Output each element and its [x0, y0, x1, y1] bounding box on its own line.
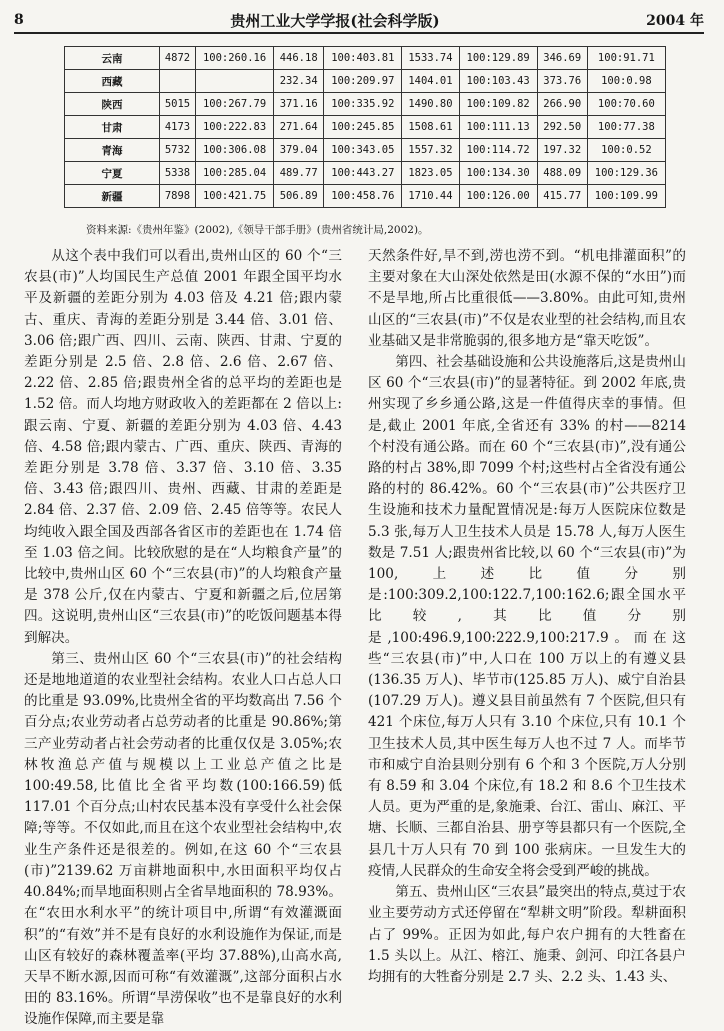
journal-title: 贵州工业大学学报(社会科学版)	[230, 11, 440, 30]
table-cell: 100:403.81	[324, 47, 402, 70]
left-column	[24, 246, 342, 1028]
table-cell: 100:245.85	[324, 116, 402, 139]
table-row	[65, 93, 666, 116]
table-cell: 100:0.98	[587, 70, 665, 93]
table-cell: 100:260.16	[195, 47, 273, 70]
table-cell: 1557.32	[402, 139, 459, 162]
paragraph: 第五、贵州山区“三农县”最突出的特点,莫过于农业主要劳动方式还停留在“犁耕文明”阶段。犁耕面积占了 99%。正因为如此,每户农户拥有的大牲畜在 1.5 头以上。从江、榕江、施秉、剑河、印江各县户均拥有的大牲畜分别是 2.7 头、2.2 头、1.43 头、	[368, 884, 686, 985]
province-cell: 甘肃	[65, 116, 160, 139]
table-cell: 100:109.82	[459, 93, 537, 116]
table-cell: 232.34	[274, 70, 324, 93]
table-cell: 1533.74	[402, 47, 459, 70]
table-cell: 100:114.72	[459, 139, 537, 162]
table-cell: 100:129.89	[459, 47, 537, 70]
table-source-note: 资料来源:《贵州年鉴》(2002),《领导干部手册》(贵州省统计局,2002)。	[86, 224, 429, 236]
table-cell: 100:0.52	[587, 139, 665, 162]
table-cell: 292.50	[537, 116, 587, 139]
table-cell: 100:335.92	[324, 93, 402, 116]
table-cell: 100:129.36	[587, 162, 665, 185]
table-cell	[160, 70, 196, 93]
table-cell: 5015	[160, 93, 196, 116]
table-cell: 1710.44	[402, 185, 459, 208]
table-cell: 100:134.30	[459, 162, 537, 185]
table-cell: 100:103.43	[459, 70, 537, 93]
table-cell: 1404.01	[402, 70, 459, 93]
table-cell: 100:267.79	[195, 93, 273, 116]
table-cell: 4872	[160, 47, 196, 70]
table-cell: 5338	[160, 162, 196, 185]
table-cell: 489.77	[274, 162, 324, 185]
table-cell: 100:443.27	[324, 162, 402, 185]
statistics-table	[64, 46, 666, 208]
table-cell: 7898	[160, 185, 196, 208]
table-row	[65, 70, 666, 93]
page-number: 8	[14, 12, 24, 28]
table-cell: 506.89	[274, 185, 324, 208]
province-cell: 陕西	[65, 93, 160, 116]
table-row	[65, 139, 666, 162]
table-cell: 371.16	[274, 93, 324, 116]
table-row	[65, 162, 666, 185]
table-cell: 4173	[160, 116, 196, 139]
table-cell: 415.77	[537, 185, 587, 208]
page-header	[14, 8, 704, 34]
table-cell: 1508.61	[402, 116, 459, 139]
table-cell: 100:343.05	[324, 139, 402, 162]
province-cell: 新疆	[65, 185, 160, 208]
table-cell	[195, 70, 273, 93]
table-cell: 100:458.76	[324, 185, 402, 208]
table-cell: 100:91.71	[587, 47, 665, 70]
right-column	[368, 246, 686, 1016]
table-cell: 488.09	[537, 162, 587, 185]
table-cell: 379.04	[274, 139, 324, 162]
province-cell: 青海	[65, 139, 160, 162]
table-cell: 100:222.83	[195, 116, 273, 139]
province-cell: 宁夏	[65, 162, 160, 185]
table-cell: 373.76	[537, 70, 587, 93]
table-cell: 100:77.38	[587, 116, 665, 139]
paragraph: 第四、社会基础设施和公共设施落后,这是贵州山区 60 个“三农县(市)”的显著特征。到 2002 年底,贵州实现了乡乡通公路,这是一件值得庆幸的事情。但是,截止 2001 年底,全省还有 33% 的村——8214 个村没有通公路。而在 60 个“三农县(市)”,没有通公路的村占 38%,即 7099 个村;这些村占全省没有通公路的村的 86.42%。60 个“三农县(市)”公共医疗卫生设施和技术力量配置情况是:每万人医院床位数是 5.3 张,每万人卫生技术人员是 15.78 人,每万人医生数是 7.51 人;跟贵州省比较,以 60 个“三农县(市)”为 100,上述比值分别是:100:309.2,100:122.7,100:162.6;跟全国水平比较,其比值分别是,100:496.9,100:222.9,100:217.9。而在这些“三农县(市)”中,人口在 100 万以上的有遵义县(136.35 万人)、毕节市(125.85 万人)、威宁自治县(107.29 万人)。遵义县目前虽然有 7 个医院,但只有 421 个床位,每万人只有 3.10 个床位,只有 10.1 个卫生技术人员,其中医生每万人也不过 7 人。而毕节市和威宁自治县则分别有 6 个和 3 个医院,万人分别有 8.59 和 3.04 个床位,有 18.2 和 8.6 个卫生技术人员。更为严重的是,象施秉、台江、雷山、麻江、平塘、长顺、三都自治县、册亨等县都只有一个医院,全县几十万人只有 70 到 100 张病床。一旦发生大的疫情,人民群众的生命安全将会受到严峻的挑战。	[368, 354, 686, 879]
table-cell: 1823.05	[402, 162, 459, 185]
table-cell: 100:421.75	[195, 185, 273, 208]
province-cell: 西藏	[65, 70, 160, 93]
table-cell: 446.18	[274, 47, 324, 70]
paragraph: 第三、贵州山区 60 个“三农县(市)”的社会结构还是地地道道的农业型社会结构。农业人口占总人口的比重是 93.09%,比贵州全省的平均数高出 7.56 个百分点;农业劳动者占总劳动者的比重是 90.86%;第三产业劳动者占社会劳动者的比重仅仅是 3.05%;农林牧渔总产值与规模以上工业总产值之比是 100:49.58,比值比全省平均数(100:166.59)低 117.01 个百分点;山村农民基本没有享受什么社会保障;等等。不仅如此,而且在这个农业型社会结构中,农业生产条件还是很差的。例如,在这 60 个“三农县(市)”2139.62 万亩耕地面积中,水田面积平均仅占 40.84%;而旱地面积则占全省旱地面积的 78.93%。在“农田水利水平”的统计项目中,所谓“有效灌溉面积”的“有效”并不是有良好的水利设施作为保证,而是山区有较好的森林覆盖率(平均 37.88%),山高水高,天旱不断水源,因而可称“有效灌溉”,这部分面积占水田的 83.16%。所谓“旱涝保收”也不是靠良好的水利设施作保障,而主要是靠	[24, 650, 342, 1028]
table-row	[65, 116, 666, 139]
table-cell: 100:70.60	[587, 93, 665, 116]
table-cell: 100:109.99	[587, 185, 665, 208]
paragraph: 天然条件好,旱不到,涝也涝不到。“机电排灌面积”的主要对象在大山深处依然是田(水源不保的“水田”)而不是旱地,所占比重很低——3.80%。由此可知,贵州山区的“三农县(市)”不仅是农业型的社会结构,而且农业基础又是非常脆弱的,很多地方是“靠天吃饭”。	[368, 248, 686, 349]
table-row	[65, 47, 666, 70]
table-cell: 100:111.13	[459, 116, 537, 139]
table-cell: 100:209.97	[324, 70, 402, 93]
table-cell: 197.32	[537, 139, 587, 162]
table-row	[65, 185, 666, 208]
table-cell: 266.90	[537, 93, 587, 116]
table-cell: 1490.80	[402, 93, 459, 116]
table-cell: 100:126.00	[459, 185, 537, 208]
paragraph: 从这个表中我们可以看出,贵州山区的 60 个“三农县(市)”人均国民生产总值 2001 年跟全国平均水平及新疆的差距分别为 4.03 倍及 4.21 倍;跟内蒙古、重庆、青海的差距分别是 3.44 倍、3.01 倍、3.06 倍;跟广西、四川、云南、陕西、甘肃、宁夏的差距分别是 2.5 倍、2.8 倍、2.6 倍、2.67 倍、2.22 倍、2.85 倍;跟贵州全省的总平均的差距也是 1.52 倍。而人均地方财政收入的差距都在 2 倍以上:跟云南、宁夏、新疆的差距分别为 4.03 倍、4.43 倍、4.58 倍;跟内蒙古、广西、重庆、陕西、青海的差距分别是 3.78 倍、3.37 倍、3.10 倍、3.35 倍、3.43 倍;跟四川、贵州、西藏、甘肃的差距是 2.84 倍、2.37 倍、2.09 倍、2.45 倍等等。农民人均纯收入跟全国及西部各省区市的差距也在 1.74 倍至 1.03 倍之间。比较欣慰的是在“人均粮食产量”的比较中,贵州山区 60 个“三农县(市)”的人均粮食产量是 378 公斤,仅在内蒙古、宁夏和新疆之后,位居第四。这说明,贵州山区“三农县(市)”的吃饭问题基本得到解决。	[24, 248, 342, 646]
table-cell: 100:285.04	[195, 162, 273, 185]
publication-year: 2004 年	[646, 13, 704, 29]
table-cell: 5732	[160, 139, 196, 162]
table-cell: 271.64	[274, 116, 324, 139]
province-cell: 云南	[65, 47, 160, 70]
table-cell: 100:306.08	[195, 139, 273, 162]
table-cell: 346.69	[537, 47, 587, 70]
